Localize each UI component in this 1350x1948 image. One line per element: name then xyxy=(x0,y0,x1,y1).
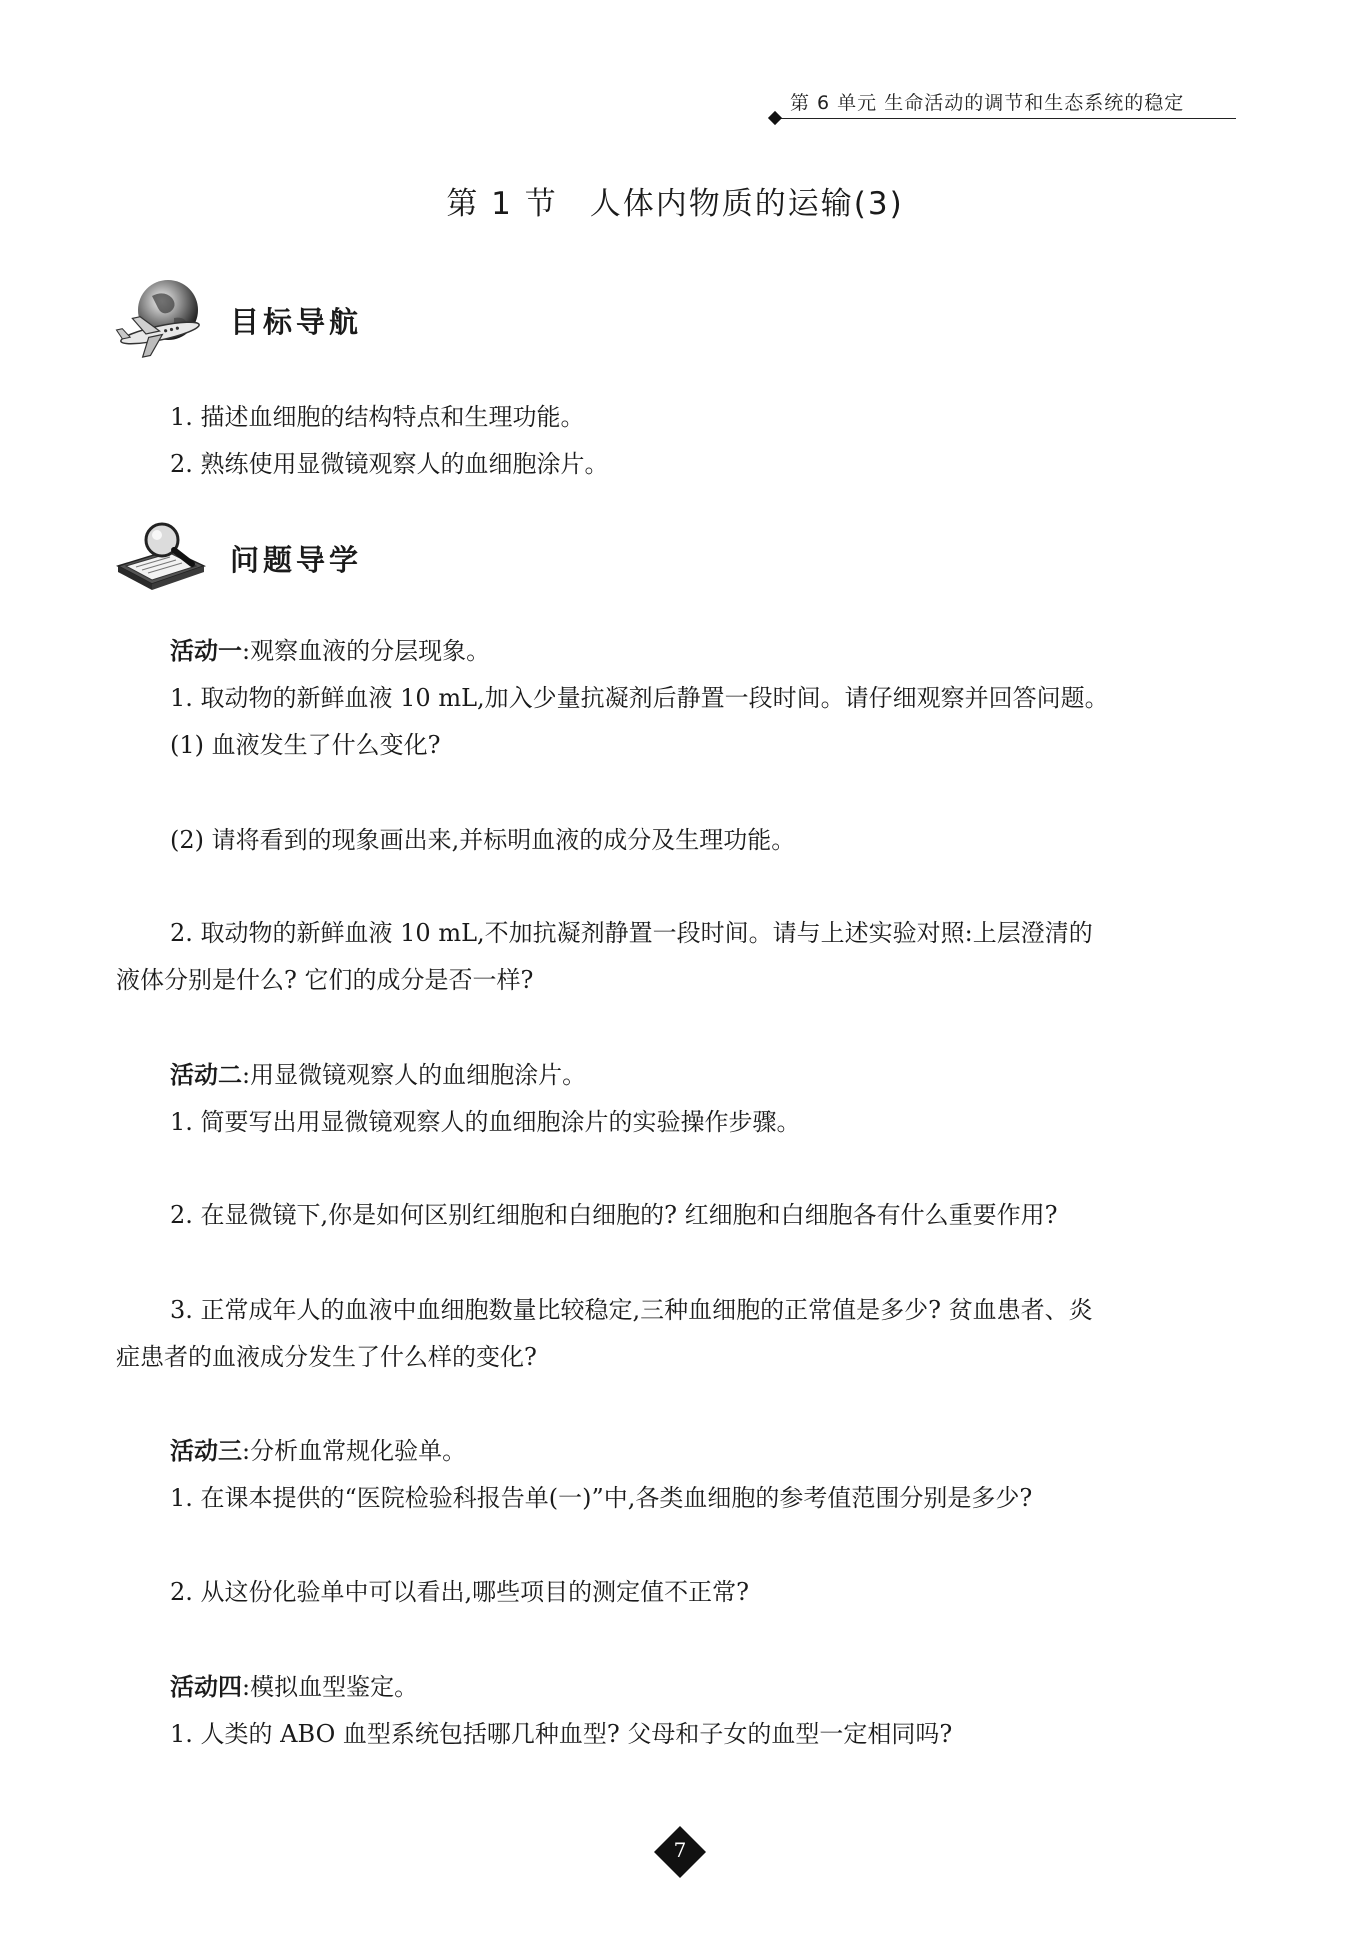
activity-2-q1: 1. 简要写出用显微镜观察人的血细胞涂片的实验操作步骤。 xyxy=(170,1108,801,1136)
globe-airplane-icon xyxy=(112,276,208,366)
activity-2-q3-line1: 3. 正常成年人的血液中血细胞数量比较稳定,三种血细胞的正常值是多少? 贫血患者、炎 xyxy=(170,1296,1093,1324)
activity-1-q1: 1. 取动物的新鲜血液 10 mL,加入少量抗凝剂后静置一段时间。请仔细观察并回答问题。 xyxy=(170,684,1109,712)
activity-2-heading xyxy=(170,1060,586,1090)
goals-heading: 目标导航 xyxy=(230,305,363,339)
activity-3-q1: 1. 在课本提供的“医院检验科报告单(一)”中,各类血细胞的参考值范围分别是多少? xyxy=(170,1484,1033,1512)
page-number: 7 xyxy=(673,1838,687,1862)
activity-4-heading xyxy=(170,1672,418,1702)
activity-4-label: 活动四 xyxy=(170,1673,242,1701)
page-title xyxy=(0,178,1350,223)
activity-4-text: :模拟血型鉴定。 xyxy=(242,1673,419,1701)
activity-2-label: 活动二 xyxy=(170,1061,242,1089)
magnifier-book-icon xyxy=(112,520,208,610)
activity-3-label: 活动三 xyxy=(170,1437,242,1465)
activity-3-q2: 2. 从这份化验单中可以看出,哪些项目的测定值不正常? xyxy=(170,1578,750,1606)
activity-1-text: :观察血液的分层现象。 xyxy=(242,637,491,665)
activity-1-q1a: (1) 血液发生了什么变化? xyxy=(170,731,441,759)
activity-2-text: :用显微镜观察人的血细胞涂片。 xyxy=(242,1061,587,1089)
header-diamond xyxy=(768,111,782,125)
goal-item-1: 1. 描述血细胞的结构特点和生理功能。 xyxy=(170,403,585,431)
running-header: 第 6 单元 生命活动的调节和生态系统的稳定 xyxy=(790,92,1185,114)
activity-3-heading xyxy=(170,1436,466,1466)
activity-1-q1b: (2) 请将看到的现象画出来,并标明血液的成分及生理功能。 xyxy=(170,826,796,854)
activity-1-label: 活动一 xyxy=(170,637,242,665)
header-rule xyxy=(778,118,1236,119)
activity-1-q2-line2: 液体分别是什么? 它们的成分是否一样? xyxy=(116,966,534,994)
activity-2-q3-line2: 症患者的血液成分发生了什么样的变化? xyxy=(116,1343,537,1371)
activity-3-text: :分析血常规化验单。 xyxy=(242,1437,467,1465)
activity-1-heading xyxy=(170,636,490,666)
activity-2-q2: 2. 在显微镜下,你是如何区别红细胞和白细胞的? 红细胞和白细胞各有什么重要作用? xyxy=(170,1201,1058,1229)
section-name: 人体内物质的运输(3) xyxy=(589,186,904,222)
activity-4-q1: 1. 人类的 ABO 血型系统包括哪几种血型? 父母和子女的血型一定相同吗? xyxy=(170,1720,953,1748)
section-number: 第 1 节 xyxy=(446,186,558,222)
goal-item-2: 2. 熟练使用显微镜观察人的血细胞涂片。 xyxy=(170,450,609,478)
activity-1-q2-line1: 2. 取动物的新鲜血液 10 mL,不加抗凝剂静置一段时间。请与上述实验对照:上层澄清的 xyxy=(170,919,1093,947)
guide-heading: 问题导学 xyxy=(230,543,363,577)
